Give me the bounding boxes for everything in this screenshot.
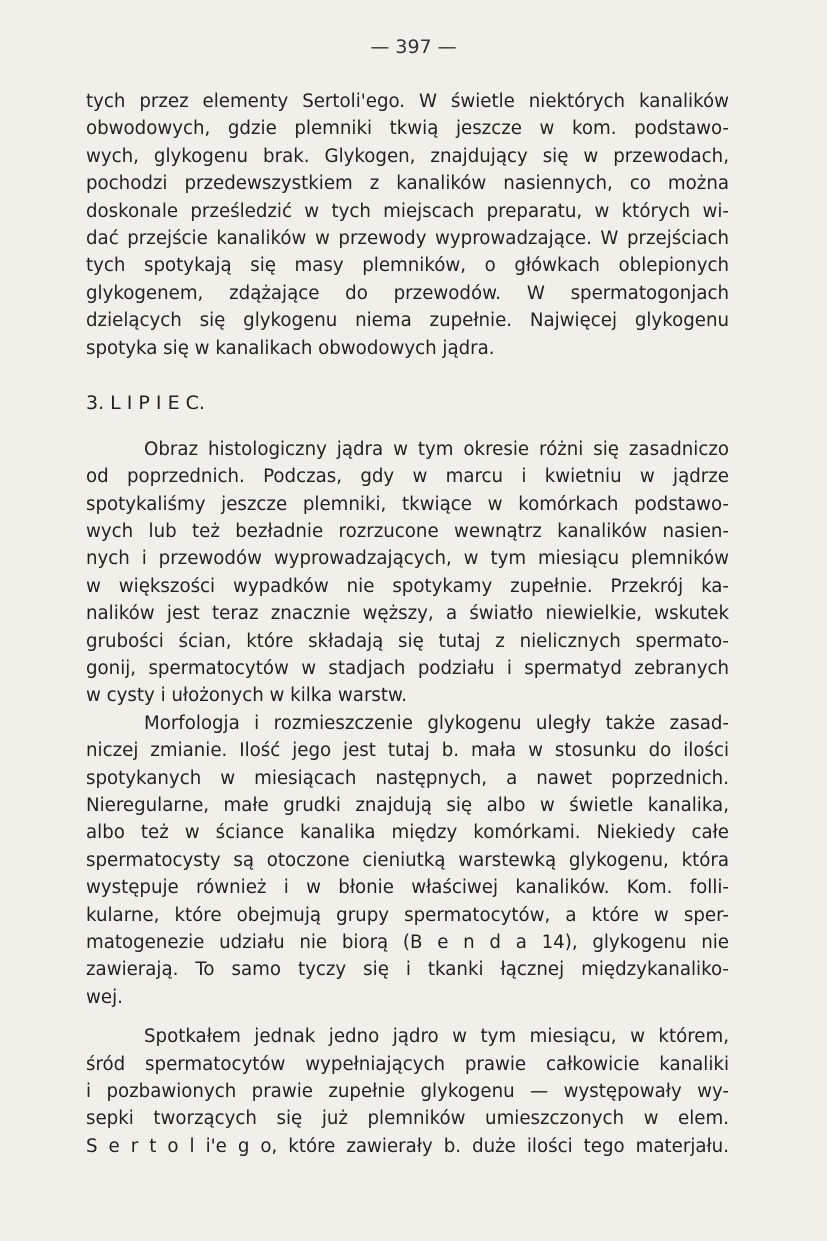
text-line: tych przez elementy Sertoli'ego. W świetle niektórych kanalików xyxy=(86,91,729,112)
section-heading: 3. L I P I E C. xyxy=(86,391,205,414)
text-line: wej. xyxy=(86,986,123,1008)
paragraph xyxy=(86,436,729,710)
text-line: wych lub też bezładnie rozrzucone wewnątrz kanalików nasien- xyxy=(86,521,729,543)
text-line: nalików jest teraz znacznie węższy, a światło niewielkie, wskutek xyxy=(86,603,729,625)
text-line: gonij, spermatocytów w stadjach podziału i spermatyd zebranych xyxy=(86,658,729,680)
text-line: śród spermatocytów wypełniających prawie całkowicie kanaliki xyxy=(86,1053,729,1075)
text-line: Spotkałem jednak jedno jądro w tym miesiącu, w którem, xyxy=(144,1026,729,1048)
text-line: wych, glykogenu brak. Glykogen, znajdujący się w przewodach, xyxy=(86,145,729,167)
text-line: dać przejście kanalików w przewody wyprowadzające. W przejściach xyxy=(86,227,729,249)
text-line: glykogenem, zdążające do przewodów. W spermatogonjach xyxy=(86,282,729,304)
text-line: matogenezie udziału nie biorą (B e n d a 14), glykogenu nie xyxy=(86,931,729,953)
page-number: — 397 — xyxy=(370,36,457,58)
text-line: spotyka się w kanalikach obwodowych jądra. xyxy=(86,337,495,359)
text-line: doskonale prześledzić w tych miejscach preparatu, w których wi- xyxy=(86,200,729,222)
text-line: zawierają. To samo tyczy się i tkanki łącznej międzykanaliko- xyxy=(86,959,729,981)
text-line: spermatocysty są otoczone cieniutką warstewką glykogenu, która xyxy=(86,849,729,871)
paragraph xyxy=(86,1023,729,1160)
text-line: w większości wypadków nie spotykamy zupełnie. Przekrój ka- xyxy=(86,575,729,597)
text-line: S e r t o l i'e g o, które zawierały b. duże ilości tego materjału. xyxy=(86,1135,729,1157)
paragraph xyxy=(86,710,729,1011)
text-line: grubości ścian, które składają się tutaj z nielicznych spermato- xyxy=(86,630,729,652)
text-line: spotykanych w miesiącach następnych, a nawet poprzednich. xyxy=(86,767,729,789)
body-text xyxy=(86,88,729,1160)
text-line: pochodzi przedewszystkiem z kanalików nasiennych, co można xyxy=(86,173,729,195)
text-line: nych i przewodów wyprowadzających, w tym miesiącu plemników xyxy=(86,548,729,570)
text-line: obwodowych, gdzie plemniki tkwią jeszcze w kom. podstawo- xyxy=(86,118,729,140)
text-line: niczej zmianie. Ilość jego jest tutaj b. mała w stosunku do ilości xyxy=(86,740,729,762)
text-line: albo też w ściance kanalika między komórkami. Niekiedy całe xyxy=(86,822,729,844)
text-line: Nieregularne, małe grudki znajdują się albo w świetle kanalika, xyxy=(86,794,729,816)
text-line: spotykaliśmy jeszcze plemniki, tkwiące w komórkach podstawo- xyxy=(86,493,729,515)
text-line: w cysty i ułożonych w kilka warstw. xyxy=(86,685,408,707)
text-line: od poprzednich. Podczas, gdy w marcu i kwietniu w jądrze xyxy=(86,466,729,488)
text-line: sepki tworzących się już plemników umieszczonych w elem. xyxy=(86,1108,729,1130)
text-line: kularne, które obejmują grupy spermatocytów, a które w sper- xyxy=(86,904,729,926)
text-line: Morfologja i rozmieszczenie glykogenu uległy także zasad- xyxy=(144,712,729,734)
text-line: dzielących się glykogenu niema zupełnie. Najwięcej glykogenu xyxy=(86,310,729,332)
text-line: Obraz histologiczny jądra w tym okresie różni się zasadniczo xyxy=(144,438,729,460)
text-line: występuje również i w błonie właściwej kanalików. Kom. folli- xyxy=(86,877,729,899)
text-line: i pozbawionych prawie zupełnie glykogenu — występowały wy- xyxy=(86,1080,729,1102)
paragraph xyxy=(86,88,729,362)
text-line: tych spotykają się masy plemników, o główkach oblepionych xyxy=(86,255,729,277)
